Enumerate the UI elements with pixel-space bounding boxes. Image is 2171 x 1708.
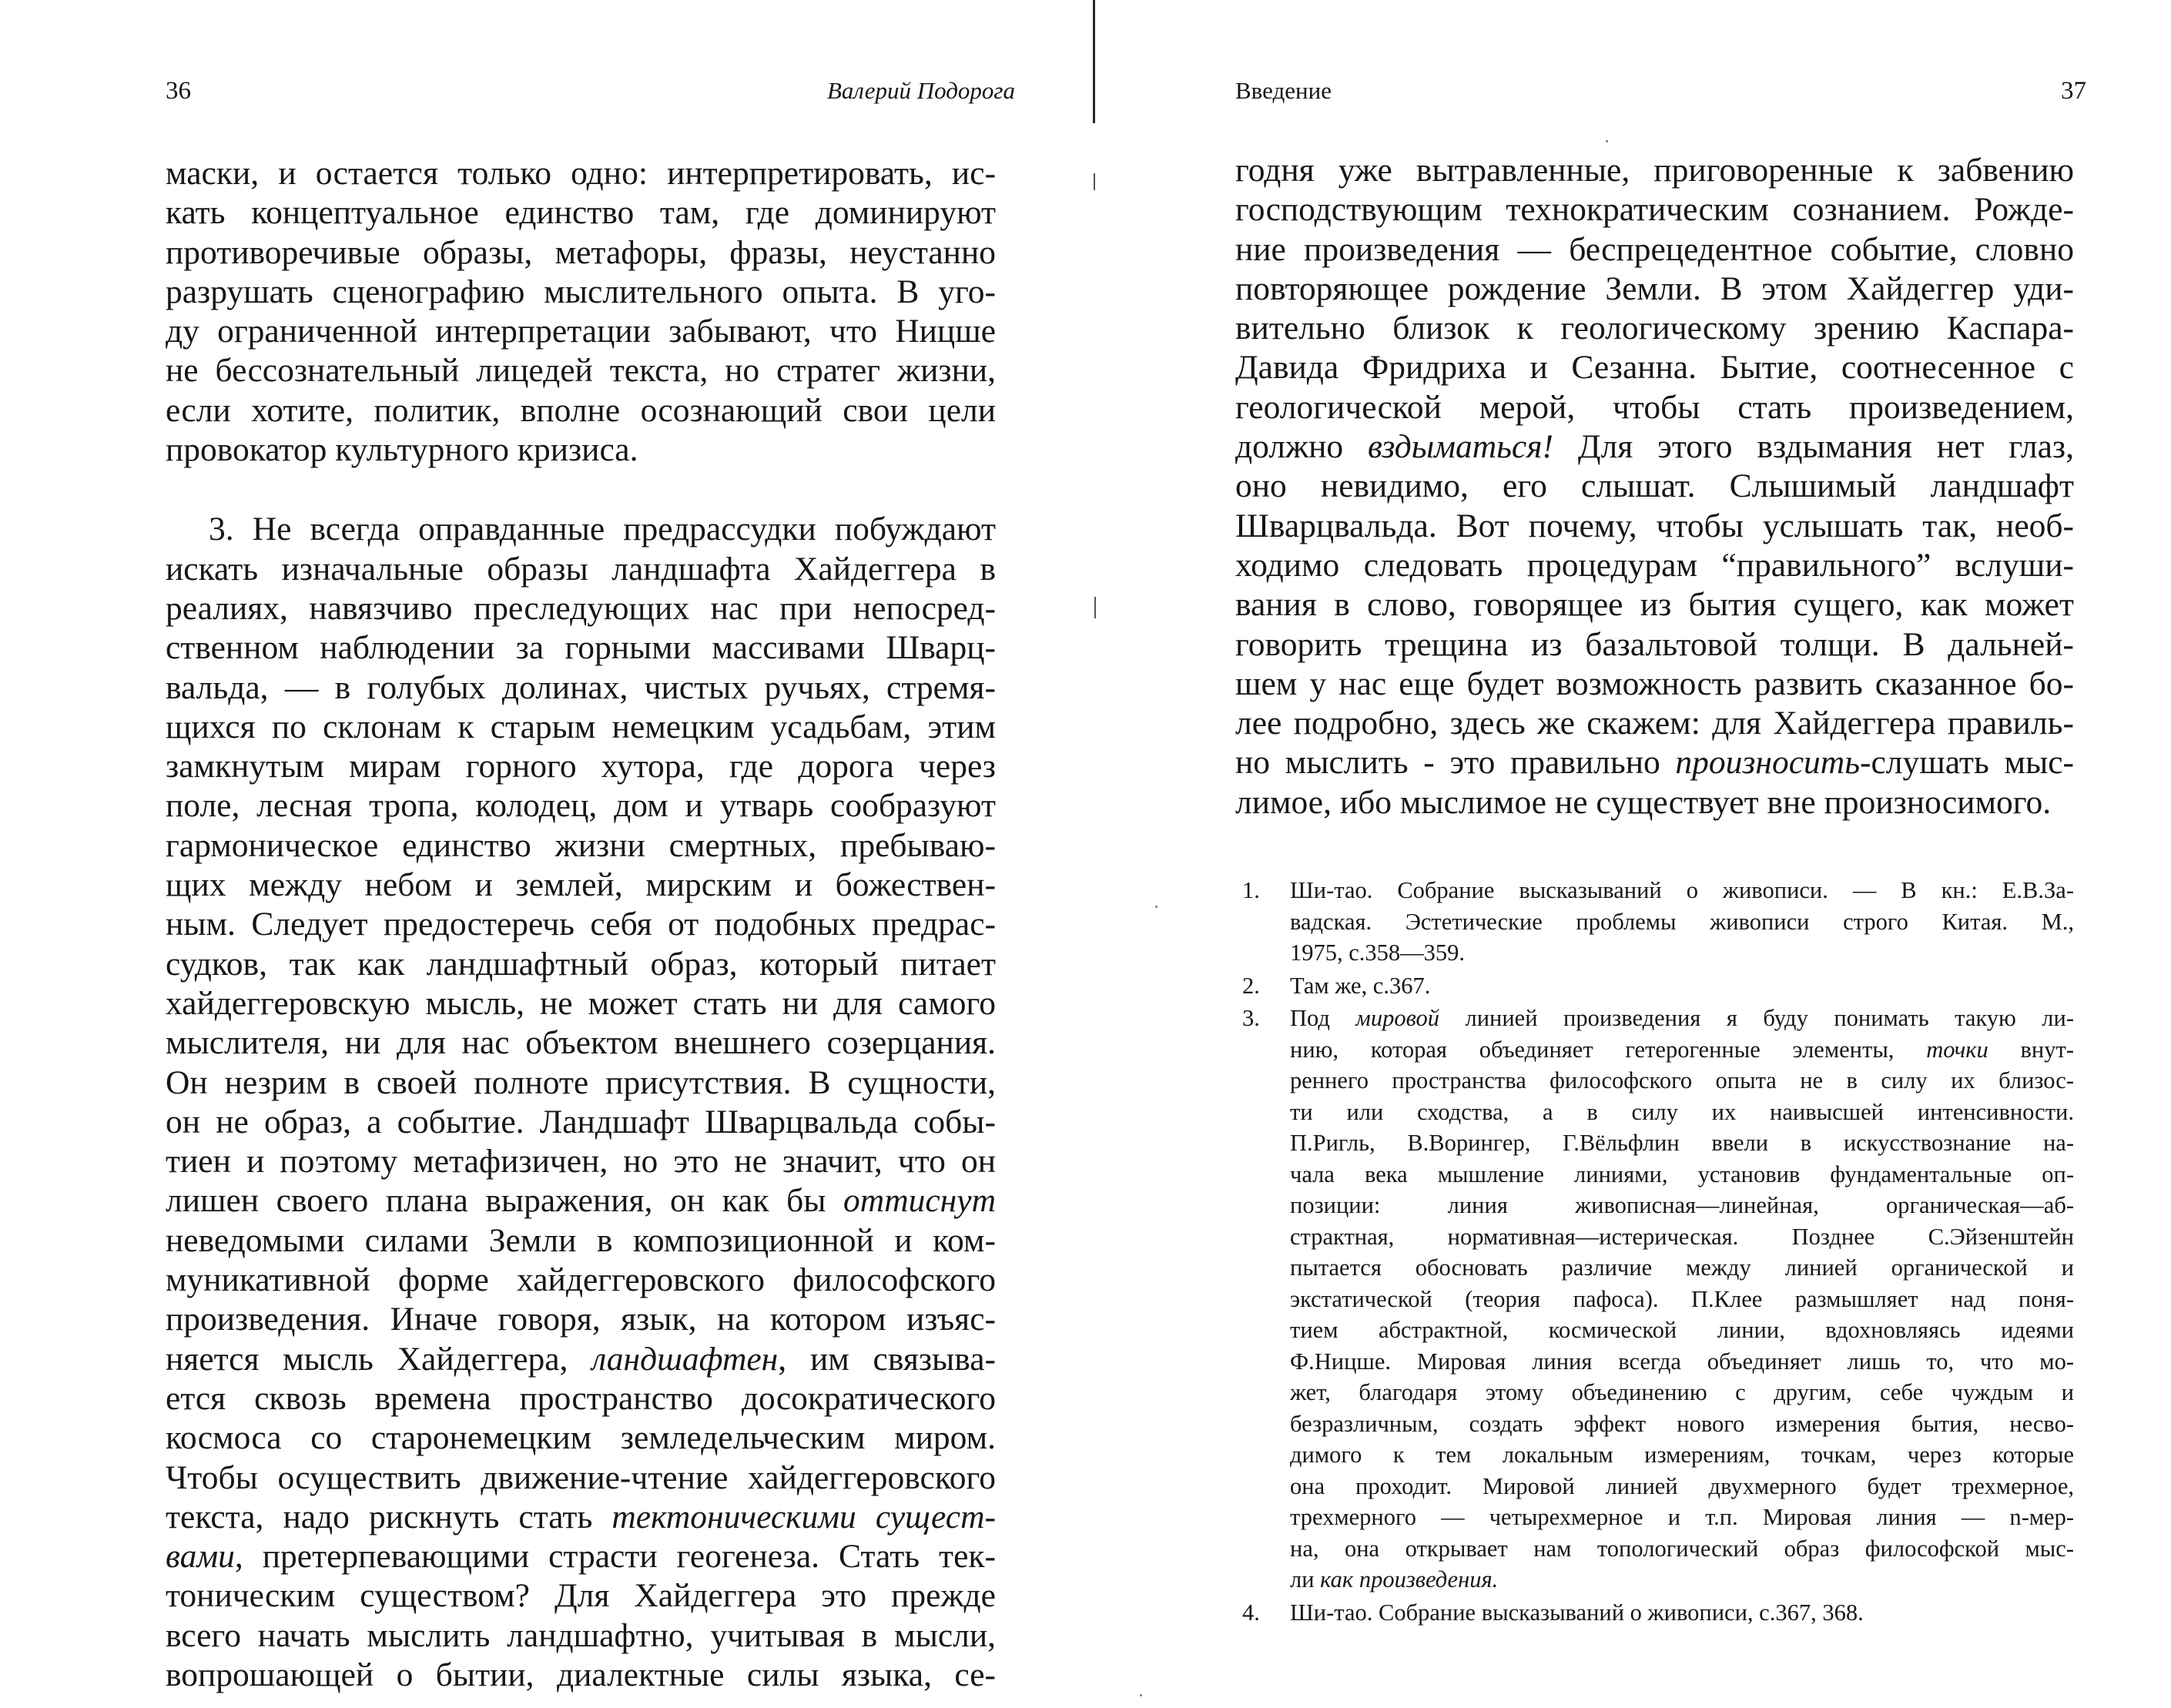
footnote [1242, 970, 2074, 1002]
footnote-line: жет, благодаря этому объединению с другим, себе чуждым и [1290, 1379, 2074, 1405]
text-line: реалиях, навязчиво преследующих нас при непосред- [166, 589, 996, 627]
text-line: противоречивые образы, метафоры, фразы, неустанно [166, 233, 996, 271]
text-line: кать концептуальное единство там, где доминируют [166, 194, 996, 232]
text-line [166, 1498, 996, 1537]
page-number: 37 [2061, 77, 2086, 105]
text-line: щихся по склонам к старым немецким усадьбам, этим [166, 708, 996, 745]
text-line: лимое, ибо мыслимое не существует вне произносимого. [1235, 783, 2052, 821]
footnote-line: П.Ригль, В.Ворингер, Г.Вёльфлин ввели в искусствознание на- [1290, 1130, 2074, 1156]
footnote-line: реннего пространства философского опыта не в силу их близос- [1290, 1067, 2074, 1093]
italic-run: оттиснут [843, 1182, 996, 1220]
text-line: геологической мерой, чтобы стать произведением, [1235, 388, 2074, 426]
text-line: если хотите, политик, вполне осознающий свои цели [166, 391, 996, 429]
text-run: лишен своего плана выражения, он как бы [166, 1182, 844, 1220]
text-line [166, 1340, 996, 1379]
page-number: 36 [166, 77, 191, 105]
text-line: тоническим существом? Для Хайдеггера это прежде [166, 1577, 996, 1615]
text-run: няется мысль Хайдеггера, [166, 1340, 592, 1378]
text-line: ние произведения — беспрецедентное событие, словно [1235, 230, 2074, 268]
footnote-number: 4. [1242, 1599, 1260, 1626]
text-line: гармоническое единство жизни смертных, пребываю- [166, 826, 996, 864]
running-head: Введение [1235, 77, 1332, 104]
footnote-line: чала века мышление линиями, установив фундаментальные оп- [1290, 1160, 2074, 1187]
text-line: не бессознательный лицедей текста, но стратег жизни, [166, 352, 996, 390]
italic-run: вами [166, 1538, 235, 1576]
text-line: тиен и поэтому метафизичен, но это не значит, что он [166, 1143, 996, 1181]
text-line: провокатор культурного кризиса. [166, 431, 638, 469]
text-line [1235, 743, 2074, 782]
text-line: всего начать мыслить ландшафтно, учитывая в мысли, [166, 1616, 996, 1654]
footnote-line: Ф.Ницше. Мировая линия всегда объединяет лишь то, что мо- [1290, 1348, 2074, 1375]
italic-run: вздыматься! [1368, 428, 1553, 466]
text-line: муникативной форме хайдеггеровского философского [166, 1261, 996, 1299]
text-line: ется сквозь времена пространство досократического [166, 1379, 996, 1417]
text-line: щих между небом и землей, мирским и божествен- [166, 866, 996, 904]
left-page [0, 0, 1085, 1708]
text-line: шем у нас еще будет возможность развить сказанное бо- [1235, 665, 2074, 702]
text-run: текста, надо рискнуть стать [166, 1498, 612, 1536]
text-line: искать изначальные образы ландшафта Хайдеггера в [166, 550, 996, 588]
text-run: ли [1290, 1566, 1321, 1592]
footnote-line: позиции: линия живописная—линейная, органическая—аб- [1290, 1192, 2074, 1218]
footnote [1242, 875, 2074, 969]
footnote-line: тием абстрактной, космической линии, вдохновляясь идеями [1290, 1317, 2074, 1343]
text-line: Чтобы осуществить движение-чтение хайдеггеровского [166, 1458, 996, 1496]
text-line: поле, лесная тропа, колодец, дом и утварь сообразуют [166, 787, 996, 825]
footnote-line: пытается обосновать различие между линией органической и [1290, 1254, 2074, 1281]
footnote-line: она проходит. Мировой линией двухмерного будет трехмерное, [1290, 1472, 2074, 1499]
text-line: мыслителя, ни для нас объектом внешнего созерцания. [166, 1024, 996, 1062]
text-line: Шварцвальда. Вот почему, чтобы услышать так, необ- [1235, 507, 2074, 544]
text-line [166, 1181, 996, 1221]
text-run: нию, которая объединяет гетерогенные элементы, [1290, 1036, 1927, 1063]
text-line: господствующим технократическим сознанием. Рожде- [1235, 191, 2074, 229]
italic-run: мировой [1355, 1005, 1439, 1031]
footnote [1242, 1597, 2074, 1629]
text-line: вительно близок к геологическому зрению Каспара- [1235, 310, 2074, 347]
text-line: замкнутым мирам горного хутора, где дорога через [166, 748, 996, 785]
text-line: произведения. Иначе говоря, язык, на котором изъяс- [166, 1301, 996, 1338]
footnote-line [1290, 1003, 2074, 1034]
text-line: оно невидимо, его слышат. Слышимый ландшафт [1235, 467, 2074, 505]
italic-run: точки [1926, 1036, 1988, 1063]
body-text [1235, 151, 2074, 822]
footnote-line: Ши-тао. Собрание высказываний о живописи. — В кн.: Е.В.За- [1290, 877, 2074, 903]
footnote-line [1290, 1564, 2074, 1596]
text-line: ным. Следует предостеречь себя от подобных предрас- [166, 906, 996, 943]
footnote-line: ти или сходства, а в силу их наивысшей интенсивности. [1290, 1098, 2074, 1125]
footnote-line: Там же, с.367. [1290, 972, 1431, 999]
italic-run: ландшафтен [591, 1340, 779, 1378]
text-run: -слушать мыс- [1860, 744, 2075, 782]
footnote-line: на, она открывает нам топологический образ философской мыс- [1290, 1535, 2074, 1562]
footnote-line: безразличным, создать эффект нового измерения бытия, несво- [1290, 1410, 2074, 1437]
footnote-line: страктная, нормативная—истерическая. Позднее С.Эйзенштейн [1290, 1223, 2074, 1250]
text-line: лее подробно, здесь же скажем: для Хайдеггера правиль- [1235, 705, 2074, 742]
text-line: повторяющее рождение Земли. В этом Хайдеггер уди- [1235, 270, 2074, 307]
text-line: маски, и остается только одно: интерпретировать, ис- [166, 155, 996, 192]
text-line [1235, 427, 2074, 467]
text-line: неведомыми силами Земли в композиционной и ком- [166, 1221, 996, 1259]
text-line: он не образ, а событие. Ландшафт Шварцвальда собы- [166, 1103, 996, 1140]
footnote-line: трехмерного — четырехмерное и т.п. Мировая линия — n-мер- [1290, 1504, 2074, 1530]
footnote-line: димого к тем локальным измерениям, точкам, через которые [1290, 1442, 2074, 1468]
body-text [166, 154, 996, 1695]
text-run: , претерпевающими страсти геогенеза. Стать тек- [234, 1538, 996, 1576]
text-run: должно [1235, 428, 1369, 466]
text-line [166, 1537, 996, 1576]
text-run: но мыслить - это правильно [1235, 744, 1676, 782]
footnote-line: вадская. Эстетические проблемы живописи строго Китая. М., [1290, 908, 2074, 935]
text-line: ду ограниченной интерпретации забывают, что Ницше [166, 313, 996, 350]
text-line: вопрошающей о бытии, диалектные силы языка, се- [166, 1656, 996, 1693]
text-line: годня уже вытравленные, приговоренные к забвению [1235, 152, 2074, 189]
text-line: Он незрим в своей полноте присутствия. В сущности, [166, 1063, 996, 1101]
text-line: 3. Не всегда оправданные предрассудки побуждают [209, 511, 996, 548]
footnote-line: экстатической (теория пафоса). П.Клее размышляет над поня- [1290, 1285, 2074, 1312]
italic-run: тектоническими сущест- [611, 1498, 996, 1536]
text-run: внут- [1988, 1036, 2074, 1063]
text-line: вальда, — в голубых долинах, чистых ручьях, стремя- [166, 668, 996, 706]
text-run: , им связыва- [778, 1340, 996, 1378]
italic-run: произносить [1675, 744, 1860, 782]
text-line: космоса со старонемецким земледельческим миром. [166, 1419, 996, 1457]
text-line: разрушать сценографию мыслительного опыта. В уго- [166, 273, 996, 310]
running-head: Валерий Подорога [827, 77, 1015, 104]
footnote-number: 2. [1242, 972, 1260, 999]
text-line: Давида Фридриха и Сезанна. Бытие, соотнесенное с [1235, 349, 2074, 387]
footnotes [1242, 875, 2074, 1629]
text-line: вания в слово, говорящее из бытия сущего, как может [1235, 586, 2074, 624]
text-line: судков, так как ландшафтный образ, который питает [166, 945, 996, 983]
text-line: говорить трещина из базальтовой толщи. В дальней- [1235, 625, 2074, 663]
footnote-number: 3. [1242, 1005, 1260, 1031]
text-run: линией произведения я буду понимать такую ли- [1439, 1005, 2074, 1031]
footnote-number: 1. [1242, 877, 1260, 903]
text-line: ственном наблюдении за горными массивами Шварц- [166, 629, 996, 667]
footnote [1242, 1003, 2074, 1596]
text-line: хайдеггеровскую мысль, не может стать ни для самого [166, 984, 996, 1022]
footnote-line: Ши-тао. Собрание высказываний о живописи, с.367, 368. [1290, 1599, 1864, 1626]
italic-run: как произведения. [1320, 1566, 1499, 1592]
text-run: Для этого вздымания нет глаз, [1553, 428, 2074, 466]
text-line: ходимо следовать процедурам “правильного” вслуши- [1235, 546, 2074, 584]
footnote-line [1290, 1034, 2074, 1066]
footnote-line: 1975, с.358—359. [1290, 939, 1466, 966]
text-run: Под [1290, 1005, 1356, 1031]
